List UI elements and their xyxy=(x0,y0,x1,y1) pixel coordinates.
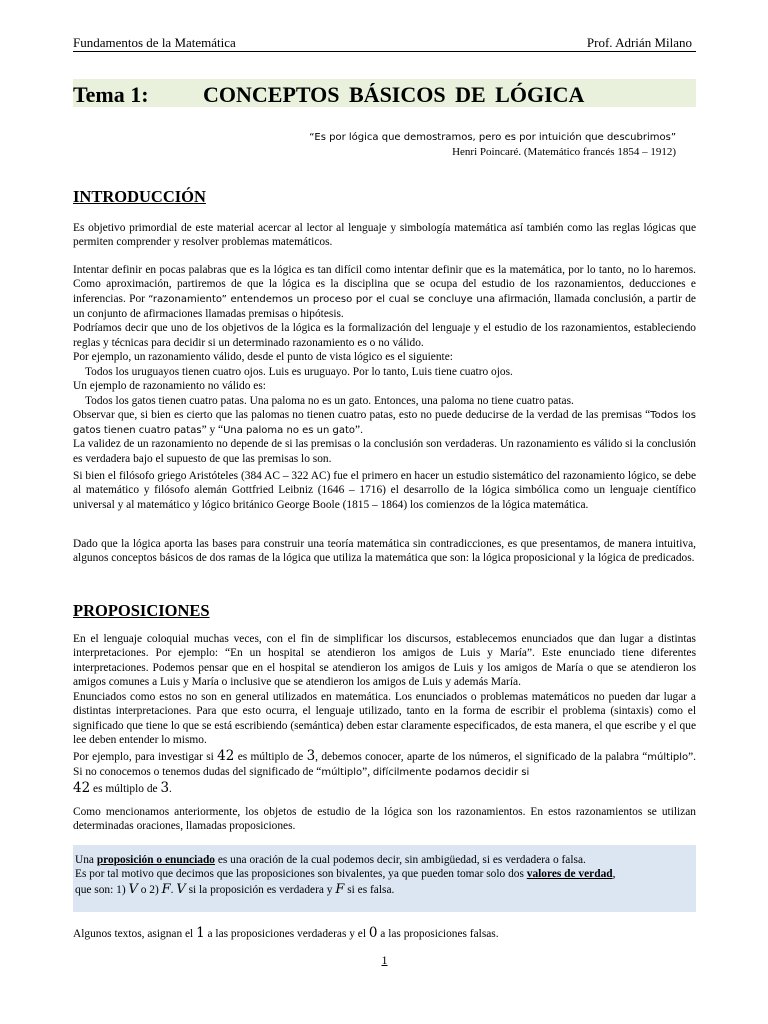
premise-1: Todos los gatos tienen cuatro patas xyxy=(73,410,696,436)
intro-paragraph-1 xyxy=(73,221,696,250)
epigraph xyxy=(309,131,676,159)
defined-term: proposición o enunciado xyxy=(96,854,215,866)
header-author: Prof. Adrián Milano xyxy=(586,35,692,50)
number-3-b: 3 xyxy=(160,779,170,796)
props-paragraph-objects xyxy=(73,805,696,834)
props-p1: En el lenguaje coloquial muchas veces, con el fin de simplificar los discursos, establecemos enunciados que dan lugar a distintas interpretaciones. Por ejemplo: “En un hospital se atendieron los amigos de Luis y María”. Este enunciado tiene diferentes interpretaciones. Podemos pensar que en el hospital se atendieron los amigos de Luis y los amigos de María o que se atendieron los amigos comunes a Luis y María o inclusive que se atendieron los amigos de Luis y además María. xyxy=(73,633,696,689)
last-c: a las proposiciones falsas. xyxy=(377,928,499,940)
header-course: Fundamentos de la Matemática xyxy=(73,35,236,50)
example-invalid: Todos los gatos tienen cuatro patas. Una paloma no es un gato. Entonces, una paloma no tiene cuatro patas. xyxy=(85,394,574,407)
intro-p8a: Observar que, si bien es cierto que las palomas no tienen cuatro patas, esto no puede deducirse de la verdad de las premisas “ xyxy=(73,409,651,422)
intro-p8 xyxy=(73,408,696,437)
last-b: a las proposiciones verdaderas y el xyxy=(204,928,369,940)
intro-p3: Podríamos decir que uno de los objetivos de la lógica es la formalización del lenguaje y el estudio de los razonamientos, estableciendo reglas y técnicas para decidir si un determinado razonamiento es o no válido. xyxy=(73,322,696,349)
def-e: que son: 1) xyxy=(75,883,129,896)
number-42: 42 xyxy=(217,747,235,764)
definition-line-1 xyxy=(73,853,696,867)
page-header xyxy=(73,35,696,52)
intro-p2 xyxy=(73,263,696,321)
premise-2: Una paloma no es un gato xyxy=(223,424,356,436)
def-b: es una oración de la cual podemos decir, sin ambigüedad, si es verdadera o falsa. xyxy=(214,854,586,866)
intro-paragraph-history xyxy=(73,469,696,512)
intro-p2b: “razonamiento” entendemos un proceso por el cual se concluye una xyxy=(148,293,496,305)
topic-number: Tema 1: xyxy=(73,82,149,107)
intro-p2a: Intentar definir en pocas palabras que es la lógica es tan difícil como intentar definir que es la matemática, por lo tanto, no lo haremos. Como aproximación, partiremos de que la lógica es la disciplina que se ocupa del estudio de los razonamientos, deducciones e inferencias. Por xyxy=(73,264,696,305)
number-42-b: 42 xyxy=(73,779,91,796)
word-multiple-2: múltiplo xyxy=(321,767,363,779)
props-p3e: ”, xyxy=(362,766,373,779)
epigraph-text: “Es por lógica que demostramos, pero es por intuición que descubrimos” xyxy=(309,132,676,143)
props-body xyxy=(73,632,696,797)
symbol-false: F xyxy=(161,881,171,897)
intro-p2c: afirmación, llamada conclusión, a partir de un conjunto de afirmaciones llamadas premisas o hipótesis. xyxy=(73,292,696,320)
digit-one: 1 xyxy=(196,925,205,941)
example-valid: Todos los uruguayos tienen cuatro ojos. Luis es uruguayo. Por lo tanto, Luis tiene cuatro ojos. xyxy=(85,365,513,378)
props-p2: Enunciados como estos no son en general utilizados en matemática. Los enunciados o problemas matemáticos no pueden dar lugar a distintas interpretaciones. Para que esto ocurra, el lenguaje utilizado, tanto en la forma de escribir el problema (sintaxis) como el significado que tiene lo que se está escribiendo (semántica) deben estar claramente especificados, de esta manera, el que escribe y el que lee deben entender lo mismo. xyxy=(73,690,696,747)
def-c: Es por tal motivo que decimos que las proposiciones son bivalentes, ya que pueden tomar solo dos xyxy=(75,868,527,881)
definition-line-2 xyxy=(73,867,696,881)
symbol-true: V xyxy=(128,881,138,897)
def-a: Una xyxy=(75,854,97,866)
props-p3b: es múltiplo de xyxy=(234,750,307,763)
props-p3a: Por ejemplo, para investigar si xyxy=(73,750,218,763)
last-line xyxy=(73,925,696,942)
definition-line-3 xyxy=(73,882,696,899)
intro-p11: Dado que la lógica aporta las bases para construir una teoría matemática sin contradicciones, es que presentamos, de manera intuitiva, algunos conceptos básicos de dos ramas de la lógica que utiliza la matemática que son: la lógica proposicional y la lógica de predicados. xyxy=(73,538,696,565)
section-heading-propositions: PROPOSICIONES xyxy=(73,601,210,620)
intro-paragraph-scope xyxy=(73,537,696,566)
props-p3g: es múltiplo de xyxy=(90,782,161,795)
definition-box xyxy=(73,845,696,912)
binary-values-note xyxy=(73,925,696,942)
props-p3f: difícilmente podamos decidir si xyxy=(372,767,530,779)
props-p3d: ”. Si no conocemos o tenemos dudas del significado de “ xyxy=(73,750,697,779)
intro-p9: La validez de un razonamiento no depende de si las premisas o la conclusión son verdaderas. Un razonamiento es válido si la conclusión es verdadera bajo el supuesto de que las premisas lo son. xyxy=(73,438,696,465)
props-p3c: , debemos conocer, aparte de los números, el significado de la palabra “ xyxy=(315,750,648,763)
intro-p1: Es objetivo primordial de este material acercar al lector al lenguaje y simbología matemática así también como las reglas lógicas que permiten comprender y resolver problemas matemáticos. xyxy=(73,222,696,249)
epigraph-author: Henri Poincaré. (Matemático francés 1854 – 1912) xyxy=(452,145,676,158)
page-number: 1 xyxy=(381,953,388,967)
truth-values-term: valores de verdad xyxy=(526,868,613,881)
topic-title xyxy=(73,79,696,107)
topic-text: CONCEPTOS BÁSICOS DE LÓGICA xyxy=(203,82,585,107)
props-p4: Como mencionamos anteriormente, los objetos de estudio de la lógica son los razonamientos. En estos razonamientos se utilizan determinadas oraciones, llamadas proposiciones. xyxy=(73,806,696,833)
props-p3 xyxy=(73,748,696,797)
digit-zero: 0 xyxy=(368,925,378,941)
number-3: 3 xyxy=(306,747,316,764)
symbol-true-2: V xyxy=(176,881,186,897)
intro-p4: Por ejemplo, un razonamiento válido, desde el punto de vista lógico es el siguiente: xyxy=(73,351,453,364)
word-multiple: múltiplo xyxy=(647,751,689,763)
intro-p8e: ”. xyxy=(355,423,363,436)
def-d: , xyxy=(612,868,616,881)
section-heading-intro: INTRODUCCIÓN xyxy=(73,187,206,206)
symbol-false-2: F xyxy=(335,881,345,897)
intro-p8c: ” y “ xyxy=(201,423,224,436)
def-g: . xyxy=(170,883,177,896)
def-h: si la proposición es verdadera y xyxy=(185,883,336,896)
intro-p10: Si bien el filósofo griego Aristóteles (384 AC – 322 AC) fue el primero en hacer un estudio sistemático del razonamiento lógico, se debe al matemático y filósofo alemán Gottfried Leibniz (1646 – 1716) el desarrollo de la lógica simbólica como un lenguaje científico universal y al matemático y lógico británico George Boole (1815 – 1864) los comienzos de la lógica matemática. xyxy=(73,470,696,511)
def-f: o 2) xyxy=(137,883,162,896)
props-p3h: . xyxy=(169,782,172,795)
last-a: Algunos textos, asignan el xyxy=(73,928,197,940)
intro-p6: Un ejemplo de razonamiento no válido es: xyxy=(73,380,266,393)
intro-body xyxy=(73,263,696,466)
def-i: si es falsa. xyxy=(344,883,395,896)
